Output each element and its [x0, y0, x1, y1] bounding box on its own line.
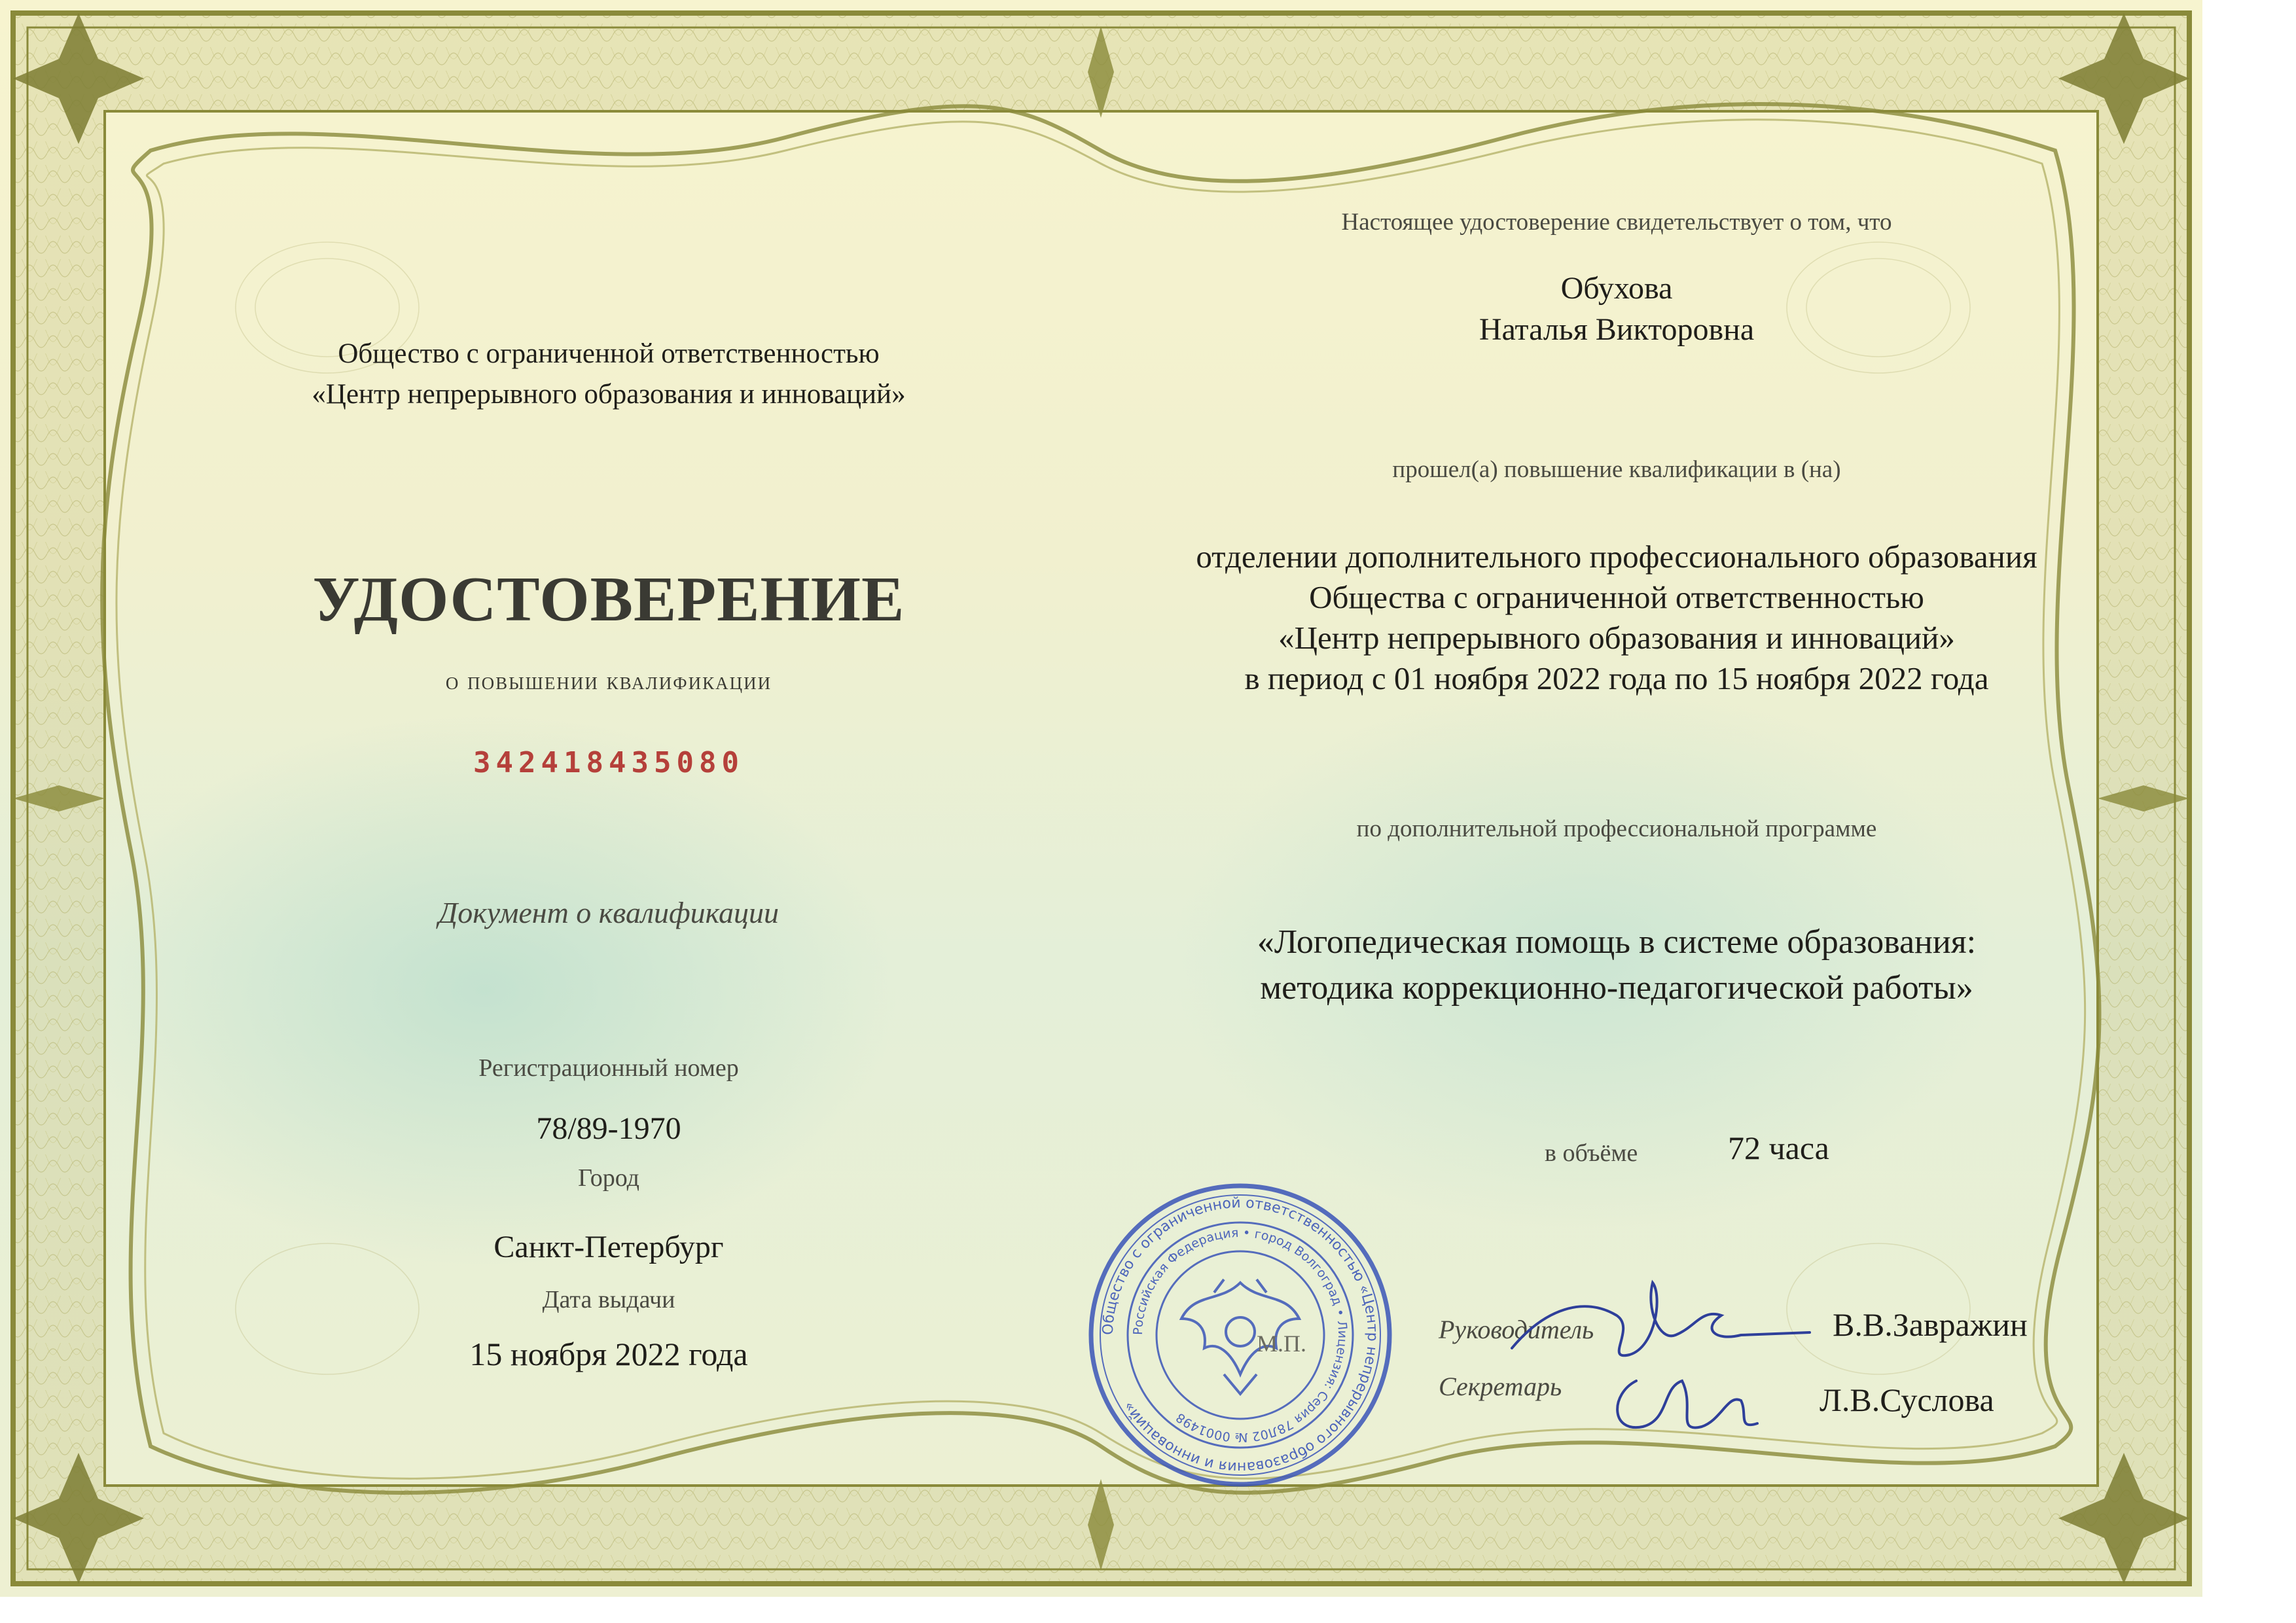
official-seal	[1083, 1178, 1397, 1492]
issuer-organization	[216, 334, 1001, 415]
seal-outer-text: Общество с ограниченной ответственностью «Центр непрерывного образования и инноваций»	[1100, 1194, 1381, 1476]
passed-training-text: прошел(а) повышение квалификации в (на)	[1392, 456, 1841, 483]
department-line: отделении дополнительного профессионального образования	[1196, 539, 2037, 575]
city-label: Город	[578, 1164, 639, 1192]
head-label: Руководитель	[1439, 1315, 1594, 1344]
reg-number-value: 78/89-1970	[536, 1111, 681, 1146]
holder-given-names: Наталья Викторовна	[1479, 312, 1755, 347]
volume-label: в объёме	[1545, 1139, 1638, 1167]
secretary-label: Секретарь	[1439, 1372, 1562, 1401]
secretary-signature	[1597, 1355, 1806, 1446]
issuer-line-2: «Центр непрерывного образования и инноваций»	[312, 379, 906, 410]
holder-surname: Обухова	[1560, 271, 1673, 306]
issue-date-label: Дата выдачи	[542, 1286, 675, 1313]
city-value: Санкт-Петербург	[493, 1230, 724, 1264]
volume-value: 72 часа	[1728, 1130, 1829, 1166]
program-intro: по дополнительной профессиональной программе	[1356, 815, 1877, 842]
secretary-name: Л.В.Суслова	[1820, 1382, 1994, 1418]
certifies-intro: Настоящее удостоверение свидетельствует о том, что	[1341, 209, 1892, 236]
issuer-line-1: Общество с ограниченной ответственностью	[338, 338, 880, 369]
document-kind: Документ о квалификации	[438, 896, 780, 929]
stamp-place-mark: М.П.	[1257, 1330, 1307, 1357]
serial-number: 342418435080	[473, 746, 744, 779]
program-line: «Логопедическая помощь в системе образования:	[1257, 923, 1977, 961]
head-name: В.В.Завражин	[1833, 1306, 2028, 1343]
document-subtitle: о повышении квалификации	[445, 667, 772, 695]
department-block	[1073, 537, 2160, 699]
training-period: в период с 01 ноября 2022 года по 15 ноября 2022 года	[1244, 660, 1989, 696]
program-title	[1073, 919, 2160, 1011]
program-line: методика коррекционно-педагогической работы»	[1260, 969, 1973, 1007]
issue-date-value: 15 ноября 2022 года	[469, 1336, 748, 1372]
department-line: Общества с ограниченной ответственностью	[1309, 579, 1924, 615]
document-title: УДОСТОВЕРЕНИЕ	[312, 564, 905, 635]
reg-number-label: Регистрационный номер	[478, 1054, 739, 1082]
department-line: «Центр непрерывного образования и инноваций»	[1278, 620, 1955, 656]
seal-inner-text: Российская Федерация • город Волгоград • Лицензия: Серия 78Л02 № 0001498	[1130, 1225, 1350, 1445]
